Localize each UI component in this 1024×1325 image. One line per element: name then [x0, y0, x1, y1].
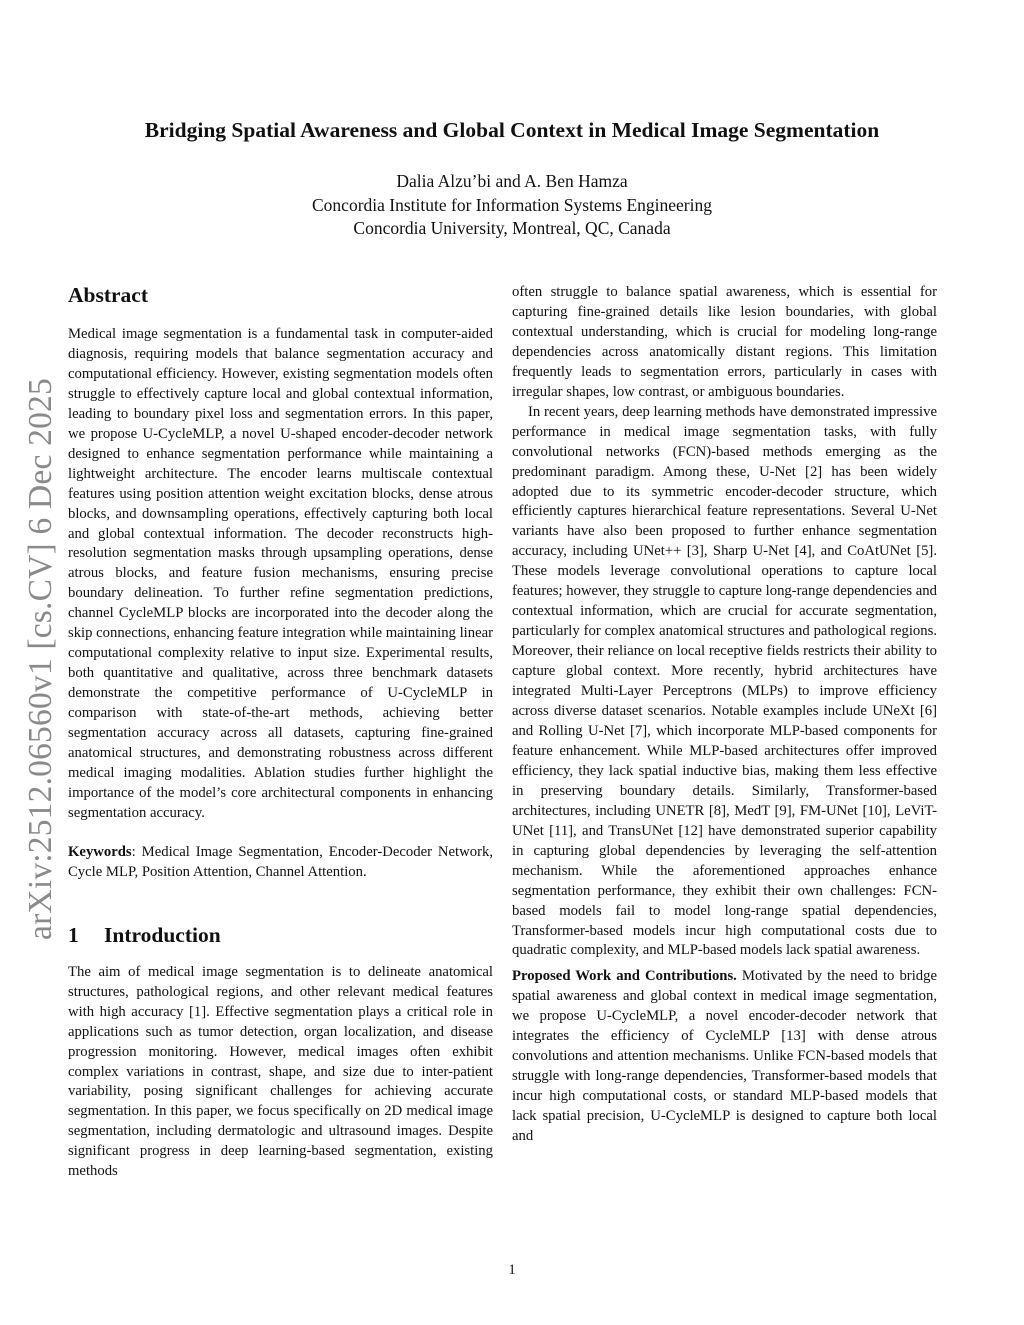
paper-title: Bridging Spatial Awareness and Global Context in Medical Image Segmentation	[144, 118, 880, 142]
keywords-label: Keywords	[68, 843, 132, 860]
contributions-paragraph	[512, 967, 937, 1147]
arxiv-identifier: arXiv:2512.06560v1 [cs.CV] 6 Dec 2025	[22, 378, 59, 940]
affiliation-institute: Concordia Institute for Information Systems Engineering	[312, 194, 712, 215]
author-block	[0, 170, 1024, 241]
right-column	[512, 283, 937, 1147]
section-title: Introduction	[104, 922, 221, 947]
intro-paragraph-1: The aim of medical image segmentation is to delineate anatomical structures, pathological regions, and other relevant medical features with high accuracy [1]. Effective segmentation plays a critical role in applications such as tumor detection, organ localization, and disease progression monitoring. However, medical images often exhibit complex variations in contrast, shape, and size due to inter-patient variability, posing significant challenges for achieving accurate segmentation. In this paper, we focus specifically on 2D medical image segmentation, including dermatologic and ultrasound images. Despite significant progress in deep learning-based segmentation, existing methods	[68, 963, 493, 1180]
intro-paragraph-1-continued: often struggle to balance spatial awareness, which is essential for capturing fine-grained details like lesion boundaries, with global contextual understanding, which is crucial for modeling long-range dependencies across anatomically distant regions. This limitation frequently leads to segmentation errors, particularly in cases with irregular shapes, low contrast, or ambiguous boundaries.	[512, 284, 937, 400]
intro-paragraph-2: In recent years, deep learning methods have demonstrated impressive performance in medical image segmentation tasks, with fully convolutional networks (FCN)-based methods emerging as the predominant paradigm. Among these, U-Net [2] has been widely adopted due to its symmetric encoder-decoder structure, which efficiently captures hierarchical feature representations. Several U-Net variants have also been proposed to further enhance segmentation accuracy, including UNet++ [3], Sharp U-Net [4], and CoAtUNet [5]. These models leverage convolutional operations to capture local features; however, they struggle to capture long-range dependencies and contextual information, which are crucial for accurate segmentation, particularly for complex anatomical structures and pathological regions. Moreover, their reliance on local receptive fields restricts their ability to capture global context. More recently, hybrid architectures have integrated Multi-Layer Perceptrons (MLPs) to improve efficiency across diverse dataset scenarios. Notable examples include UNeXt [6] and Rolling U-Net [7], which incorporate MLP-based components for feature enhancement. While MLP-based architectures offer improved efficiency, they lack spatial inductive bias, making them less effective in preserving boundary details. Similarly, Transformer-based architectures, including UNETR [8], MedT [9], FM-UNet [10], LeViT-UNet [11], and TransUNet [12] have demonstrated superior capability in capturing global dependencies by leveraging the self-attention mechanism. While the aforementioned approaches enhance segmentation performance, they exhibit their own challenges: FCN-based models fail to model long-range spatial dependencies, Transformer-based models incur high computational costs due to quadratic complexity, and MLP-based models lack spatial awareness.	[512, 403, 937, 959]
keywords	[68, 843, 493, 883]
section-number: 1	[68, 922, 79, 947]
page-number: 1	[508, 1262, 516, 1278]
introduction-heading	[68, 923, 493, 947]
contributions-label: Proposed Work and Contributions.	[512, 968, 737, 985]
abstract-heading: Abstract	[68, 283, 149, 307]
keywords-text: : Medical Image Segmentation, Encoder-Decoder Network, Cycle MLP, Position Attention, Channel Attention.	[68, 843, 493, 880]
contributions-text: Motivated by the need to bridge spatial awareness and global context in medical image segmentation, we propose U-CycleMLP, a novel encoder-decoder network that integrates the efficiency of CycleMLP [13] with dense atrous convolutions and attention mechanisms. Unlike FCN-based models that struggle with long-range dependencies, Transformer-based models that incur high computational costs, or standard MLP-based models that lack spatial precision, U-CycleMLP is designed to capture both local and	[512, 968, 937, 1145]
affiliation-university: Concordia University, Montreal, QC, Canada	[353, 218, 671, 238]
left-column	[68, 283, 493, 1182]
abstract-body: Medical image segmentation is a fundamental task in computer-aided diagnosis, requiring models that balance segmentation accuracy and computational efficiency. However, existing segmentation models often struggle to effectively capture local and global contextual information, leading to boundary pixel loss and segmentation errors. In this paper, we propose U-CycleMLP, a novel U-shaped encoder-decoder network designed to enhance segmentation performance while maintaining a lightweight architecture. The encoder learns multiscale contextual features using position attention weight excitation blocks, dense atrous blocks, and downsampling operations, effectively capturing both local and global contextual information. The decoder reconstructs high-resolution segmentation masks through upsampling operations, dense atrous blocks, and feature fusion mechanisms, ensuring precise boundary delineation. To further refine segmentation predictions, channel CycleMLP blocks are incorporated into the decoder along the skip connections, enhancing feature integration while maintaining linear computational complexity relative to input size. Experimental results, both quantitative and qualitative, across three benchmark datasets demonstrate the competitive performance of U-CycleMLP in comparison with state-of-the-art methods, achieving better segmentation accuracy across all datasets, capturing fine-grained anatomical structures, and demonstrating robustness across different medical imaging modalities. Ablation studies further highlight the importance of the model’s core architectural components in enhancing segmentation accuracy.	[68, 326, 493, 821]
author-names: Dalia Alzu’bi and A. Ben Hamza	[396, 171, 628, 191]
